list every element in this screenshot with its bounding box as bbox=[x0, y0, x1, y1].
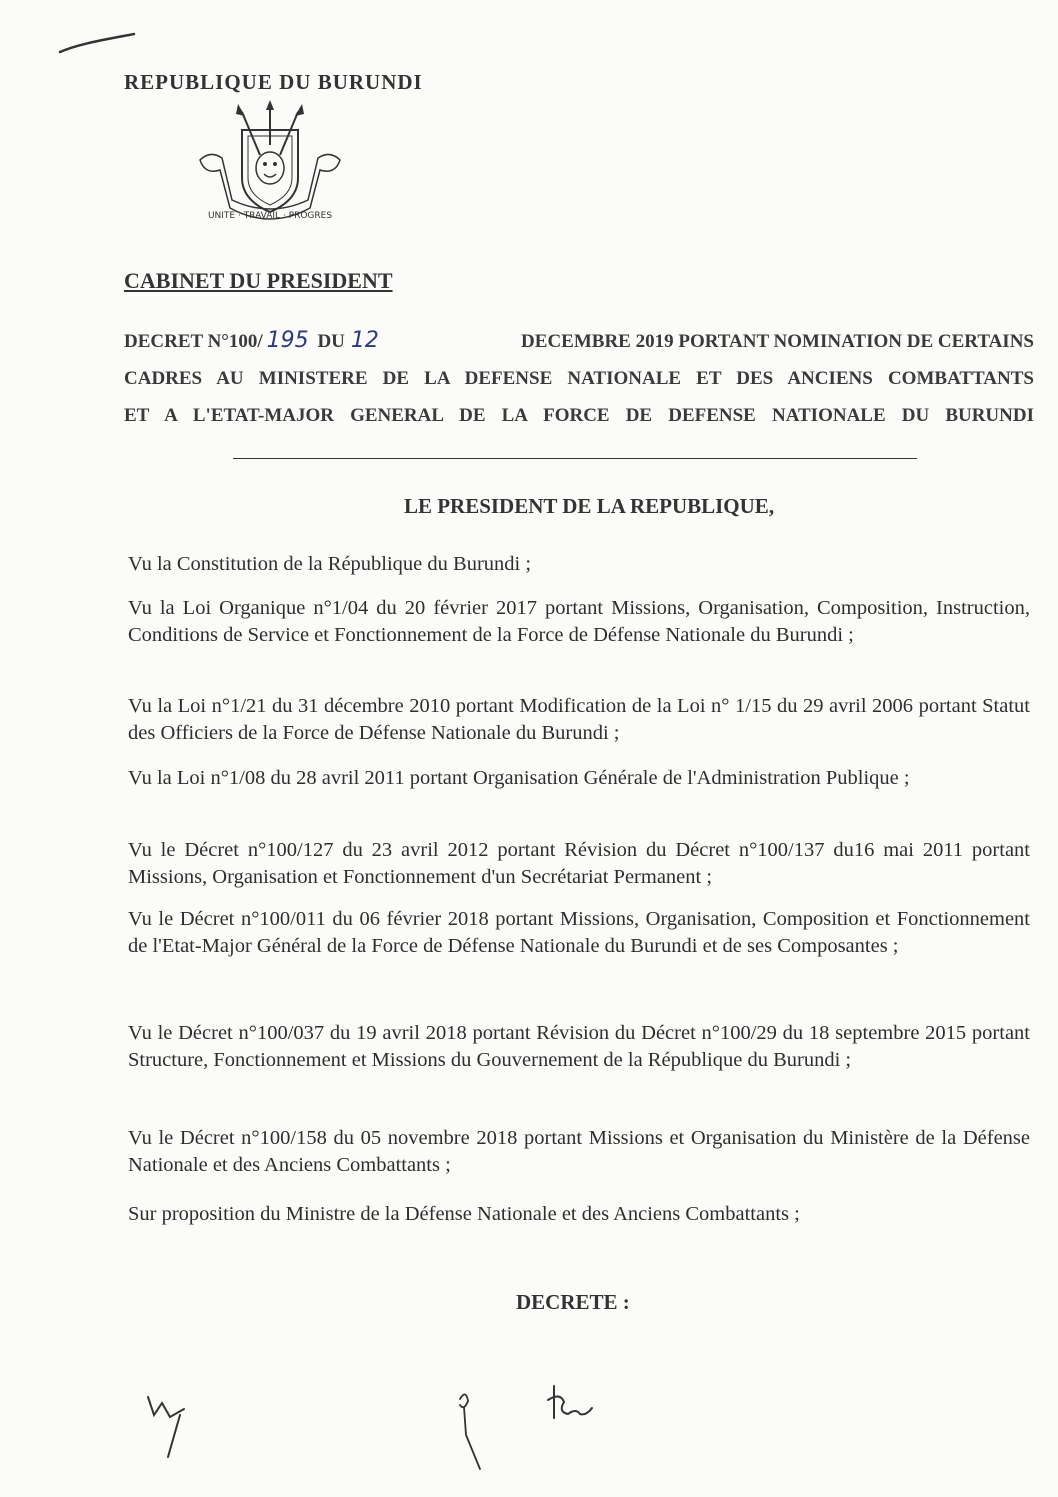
president-heading: LE PRESIDENT DE LA REPUBLIQUE, bbox=[403, 494, 775, 518]
handwritten-decree-day: 12 bbox=[350, 328, 379, 353]
decree-du: DU bbox=[317, 331, 345, 352]
visa-paragraph-2: Vu la Loi Organique n°1/04 du 20 février 2017 portant Missions, Organisation, Composition, Instruction, Conditions de Service et Fonctionnement de la Force de Défense Nationale du Burundi ; bbox=[128, 597, 1030, 646]
visa-paragraph-6: Vu le Décret n°100/011 du 06 février 2018 portant Missions, Organisation, Composition et Fonctionnement de l'Etat-Major Général de la Force de Défense Nationale du Burundi et de ses Composantes ; bbox=[128, 908, 1030, 957]
visa-paragraph-1: Vu la Constitution de la République du Burundi ; bbox=[128, 553, 532, 575]
decree-title-line-3: ET A L'ETAT-MAJOR GENERAL DE LA FORCE DE DEFENSE NATIONALE DU BURUNDI bbox=[124, 405, 1034, 426]
emblem-motto: UNITE · TRAVAIL · PROGRES bbox=[207, 211, 333, 221]
visa-paragraph-3: Vu la Loi n°1/21 du 31 décembre 2010 portant Modification de la Loi n° 1/15 du 29 avril 2006 portant Statut des Officiers de la Force de Défense Nationale du Burundi ; bbox=[128, 695, 1030, 744]
initials-signature-2 bbox=[440, 1385, 490, 1475]
handwritten-decree-number: 195 bbox=[266, 328, 309, 353]
initials-signature-1 bbox=[140, 1385, 200, 1465]
cabinet-heading: CABINET DU PRESIDENT bbox=[124, 268, 393, 293]
decree-title bbox=[124, 322, 1034, 434]
separator-rule bbox=[233, 458, 917, 459]
visa-paragraph-8: Vu le Décret n°100/158 du 05 novembre 2018 portant Missions et Organisation du Ministère de la Défense Nationale et des Anciens Combattants ; bbox=[128, 1127, 1030, 1176]
decree-title-line-2: CADRES AU MINISTERE DE LA DEFENSE NATIONALE ET DES ANCIENS COMBATTANTS bbox=[124, 368, 1034, 389]
visa-paragraph-7: Vu le Décret n°100/037 du 19 avril 2018 portant Révision du Décret n°100/29 du 18 septembre 2015 portant Structure, Fonctionnement et Missions du Gouvernement de la République du Burundi ; bbox=[128, 1022, 1030, 1071]
decree-title-line-1 bbox=[124, 322, 1034, 360]
visa-paragraph-5: Vu le Décret n°100/127 du 23 avril 2012 portant Révision du Décret n°100/137 du16 mai 2011 portant Missions, Organisation et Fonctionnement d'un Secrétariat Permanent ; bbox=[128, 839, 1030, 888]
decree-number-prefix: DECRET N°100/ bbox=[124, 331, 263, 352]
visa-paragraph-4: Vu la Loi n°1/08 du 28 avril 2011 portant Organisation Générale de l'Administration Publique ; bbox=[128, 767, 910, 789]
republic-heading: REPUBLIQUE DU BURUNDI bbox=[124, 70, 423, 94]
initials-signature-3 bbox=[540, 1378, 600, 1428]
handwritten-stroke bbox=[58, 30, 138, 60]
decrete-heading: DECRETE : bbox=[516, 1290, 630, 1314]
coat-of-arms-emblem bbox=[190, 100, 350, 240]
decree-title-line-1-rest: DECEMBRE 2019 PORTANT NOMINATION DE CERTAINS bbox=[521, 331, 1034, 352]
proposal-paragraph: Sur proposition du Ministre de la Défense Nationale et des Anciens Combattants ; bbox=[128, 1203, 800, 1225]
